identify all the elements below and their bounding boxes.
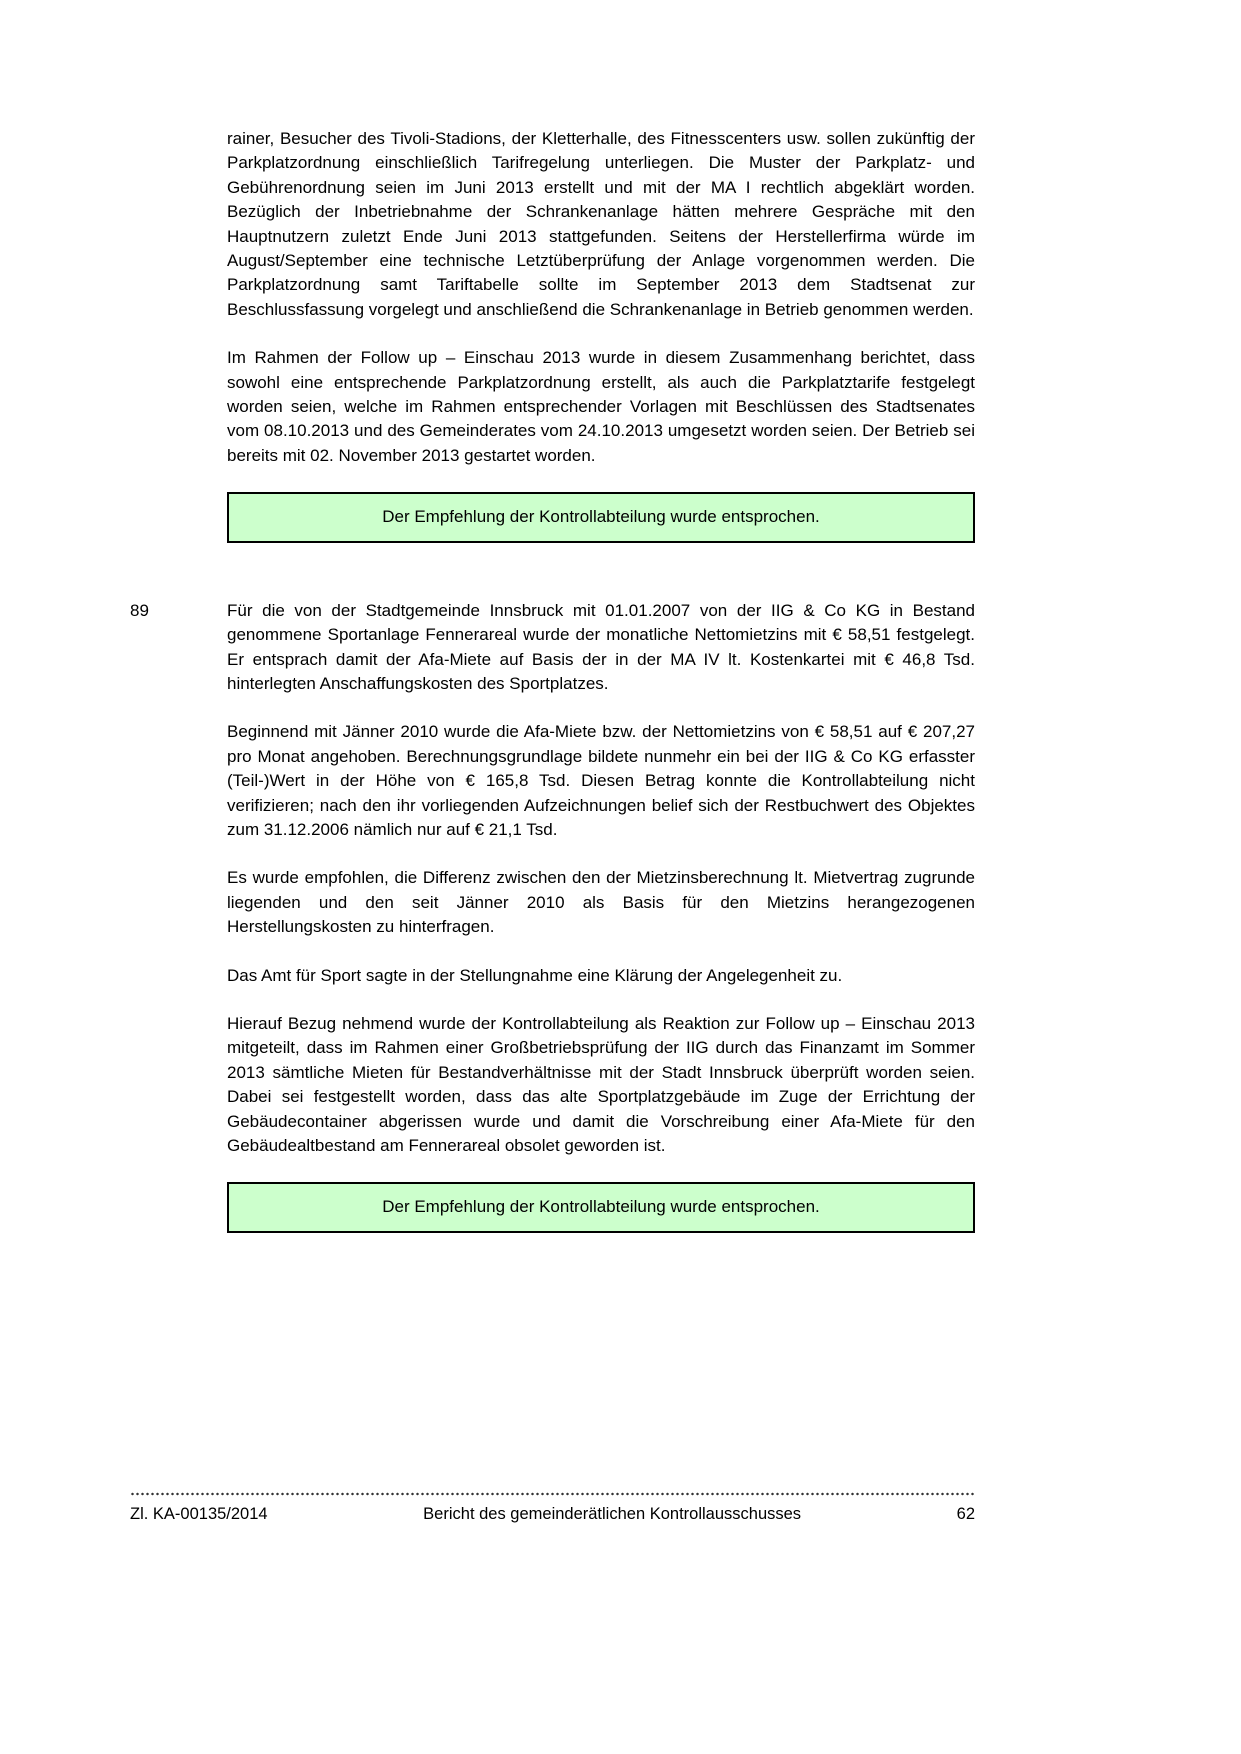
paragraph: Für die von der Stadtgemeinde Innsbruck mit 01.01.2007 von der IIG & Co KG in Bestand genommene Sportanlage Fennerareal wurde der monatliche Nettomietzins mit € 58,51 festgelegt. Er entsprach damit der Afa-Miete auf Basis der in der MA IV lt. Kostenkartei mit € 46,8 Tsd. hinterlegten Anschaffungskosten des Sportplatzes. bbox=[227, 600, 975, 693]
paragraph: Im Rahmen der Follow up – Einschau 2013 wurde in diesem Zusammenhang berichtet, dass sowohl eine entsprechende Parkplatzordnung erstellt, als auch die Parkplatztarife festgelegt worden seien, welche im Rahmen entsprechender Vorlagen mit Beschlüssen des Stadtsenates vom 08.10.2013 und des Gemeinderates vom 24.10.2013 umgesetzt worden seien. Der Betrieb sei bereits mit 02. November 2013 gestartet worden. bbox=[227, 348, 975, 465]
section-text bbox=[227, 127, 975, 599]
section-item-89 bbox=[130, 599, 975, 1289]
page-footer bbox=[130, 1492, 975, 1525]
paragraph: Hierauf Bezug nehmend wurde der Kontrollabteilung als Reaktion zur Follow up – Einschau 2013 mitgeteilt, dass im Rahmen einer Großbetriebsprüfung der IIG durch das Finanzamt im Sommer 2013 sämtliche Mieten für Bestandverhältnisse mit der Stadt Innsbruck überprüft worden seien. Dabei sei festgestellt worden, dass das alte Sportplatzgebäude im Zuge der Errichtung der Gebäudecontainer abgerissen wurde und damit die Vorschreibung einer Afa-Miete für den Gebäudealtbestand am Fennerareal obsolet geworden ist. bbox=[227, 1013, 975, 1155]
item-number: 89 bbox=[130, 600, 149, 620]
paragraph: Das Amt für Sport sagte in der Stellungnahme eine Klärung der Angelegenheit zu. bbox=[227, 965, 843, 985]
paragraph: rainer, Besucher des Tivoli-Stadions, der Kletterhalle, des Fitnesscenters usw. sollen zukünftig der Parkplatzordnung einschließlich Tarifregelung unterliegen. Die Muster der Parkplatz- und Gebührenordnung seien im Juni 2013 erstellt und mit der MA I rechtlich abgeklärt worden. Bezüglich der Inbetriebnahme der Schrankenanlage hätten mehrere Gespräche mit den Hauptnutzern zuletzt Ende Juni 2013 stattgefunden. Seitens der Herstellerfirma würde im August/September eine technische Letztüberprüfung der Anlage vorgenommen werden. Die Parkplatzordnung samt Tariftabelle sollte im September 2013 dem Stadtsenat zur Beschlussfassung vorgelegt und anschließend die Schrankenanlage in Betrieb genommen werden. bbox=[227, 129, 975, 319]
section-continuation bbox=[130, 127, 975, 599]
footer-page-number: 62 bbox=[956, 1505, 975, 1523]
footer-reference-number: Zl. KA-00135/2014 bbox=[130, 1505, 268, 1523]
section-text bbox=[227, 599, 975, 1289]
recommendation-box: Der Empfehlung der Kontrollabteilung wurde entsprochen. bbox=[227, 1182, 975, 1232]
footer-document-title: Bericht des gemeinderätlichen Kontrollausschusses bbox=[423, 1505, 802, 1523]
footer-row bbox=[130, 1503, 975, 1525]
page-content bbox=[130, 127, 975, 1289]
item-number-empty bbox=[130, 127, 227, 599]
footer-dotted-divider bbox=[130, 1492, 975, 1496]
paragraph: Beginnend mit Jänner 2010 wurde die Afa-Miete bzw. der Nettomietzins von € 58,51 auf € 207,27 pro Monat angehoben. Berechnungsgrundlage bildete nunmehr ein bei der IIG & Co KG erfasster (Teil-)Wert in der Höhe von € 165,8 Tsd. Diesen Betrag konnte die Kontrollabteilung nicht verifizieren; nach den ihr vorliegenden Aufzeichnungen belief sich der Restbuchwert des Objektes zum 31.12.2006 nämlich nur auf € 21,1 Tsd. bbox=[227, 722, 975, 839]
recommendation-box: Der Empfehlung der Kontrollabteilung wurde entsprochen. bbox=[227, 492, 975, 542]
paragraph: Es wurde empfohlen, die Differenz zwischen den der Mietzinsberechnung lt. Mietvertrag zugrunde liegenden und den seit Jänner 2010 als Basis für den Mietzins herangezogenen Herstellungskosten zu hinterfragen. bbox=[227, 868, 975, 937]
